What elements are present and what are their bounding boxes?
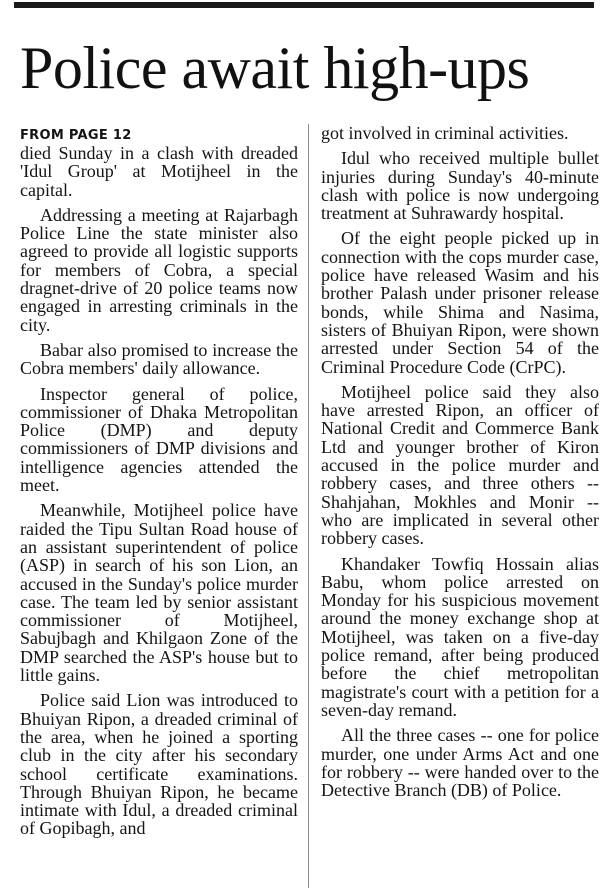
paragraph: Addressing a meeting at Rajarbagh Police Line the state minister also agreed to provide all logistic supports for members of Cobra, a special dragnet-drive of 20 police teams now engaged in arresting criminals in the city. (20, 204, 298, 335)
paragraph: Motijheel police said they also have arrested Ripon, an officer of National Credit and Commerce Bank Ltd and younger brother of Kiron accused in the police murder and robbery cases, and three others -- Shahjahan, Mokhles and Monir -- who are implicated in several other robbery cases. (321, 381, 599, 549)
kicker-from-page: FROM PAGE 12 (20, 128, 132, 143)
headline: Police await high-ups (20, 35, 530, 101)
paragraph: Police said Lion was introduced to Bhuiyan Ripon, a dreaded criminal of the area, when he joined a sporting club in the city after his secondary school certificate examinations. Through Bhuiyan Ripon, he became intimate with Idul, a dreaded criminal of Gopibagh, and (20, 690, 298, 839)
top-rule (14, 2, 594, 8)
paragraph: Of the eight people picked up in connection with the cops murder case, police have released Wasim and his brother Palash under prisoner release bonds, while Shima and Nasima, sisters of Bhuiyan Ripon, were shown arrested under Section 54 of the Criminal Procedure Code (CrPC). (321, 228, 599, 377)
paragraph: died Sunday in a clash with dreaded 'Idul Group' at Motijheel in the capital. (20, 143, 298, 200)
paragraph: Khandaker Towfiq Hossain alias Babu, whom police arrested on Monday for his suspicious movement around the money exchange shop at Motijheel, was taken on a five-day police remand, after being produced before the chief metropolitan magistrate's court with a petition for a seven-day remand. (321, 553, 599, 720)
paragraph: Inspector general of police, commissioner of Dhaka Metropolitan Police (DMP) and deputy commissioners of DMP divisions and intelligence agencies attended the meet. (20, 383, 298, 496)
left-column (20, 124, 298, 845)
column-divider (308, 124, 309, 888)
paragraph: All the three cases -- one for police murder, one under Arms Act and one for robbery -- were handed over to the Detective Branch (DB) of Police. (321, 725, 599, 801)
paragraph: Meanwhile, Motijheel police have raided the Tipu Sultan Road house of an assistant superintendent of police (ASP) in search of his son Lion, an accused in the Sunday's police murder case. The team led by senior assistant commissioner of Motijheel, Sabujbagh and Khilgaon Zone of the DMP searched the ASP's house but to little gains. (20, 500, 298, 686)
paragraph: got involved in criminal activities. (321, 123, 569, 143)
right-column (321, 124, 599, 806)
paragraph: Idul who received multiple bullet injuries during Sunday's 40-minute clash with police is now undergoing treatment at Suhrawardy hospital. (321, 148, 599, 224)
paragraph: Babar also promised to increase the Cobra members' daily allowance. (20, 339, 298, 379)
